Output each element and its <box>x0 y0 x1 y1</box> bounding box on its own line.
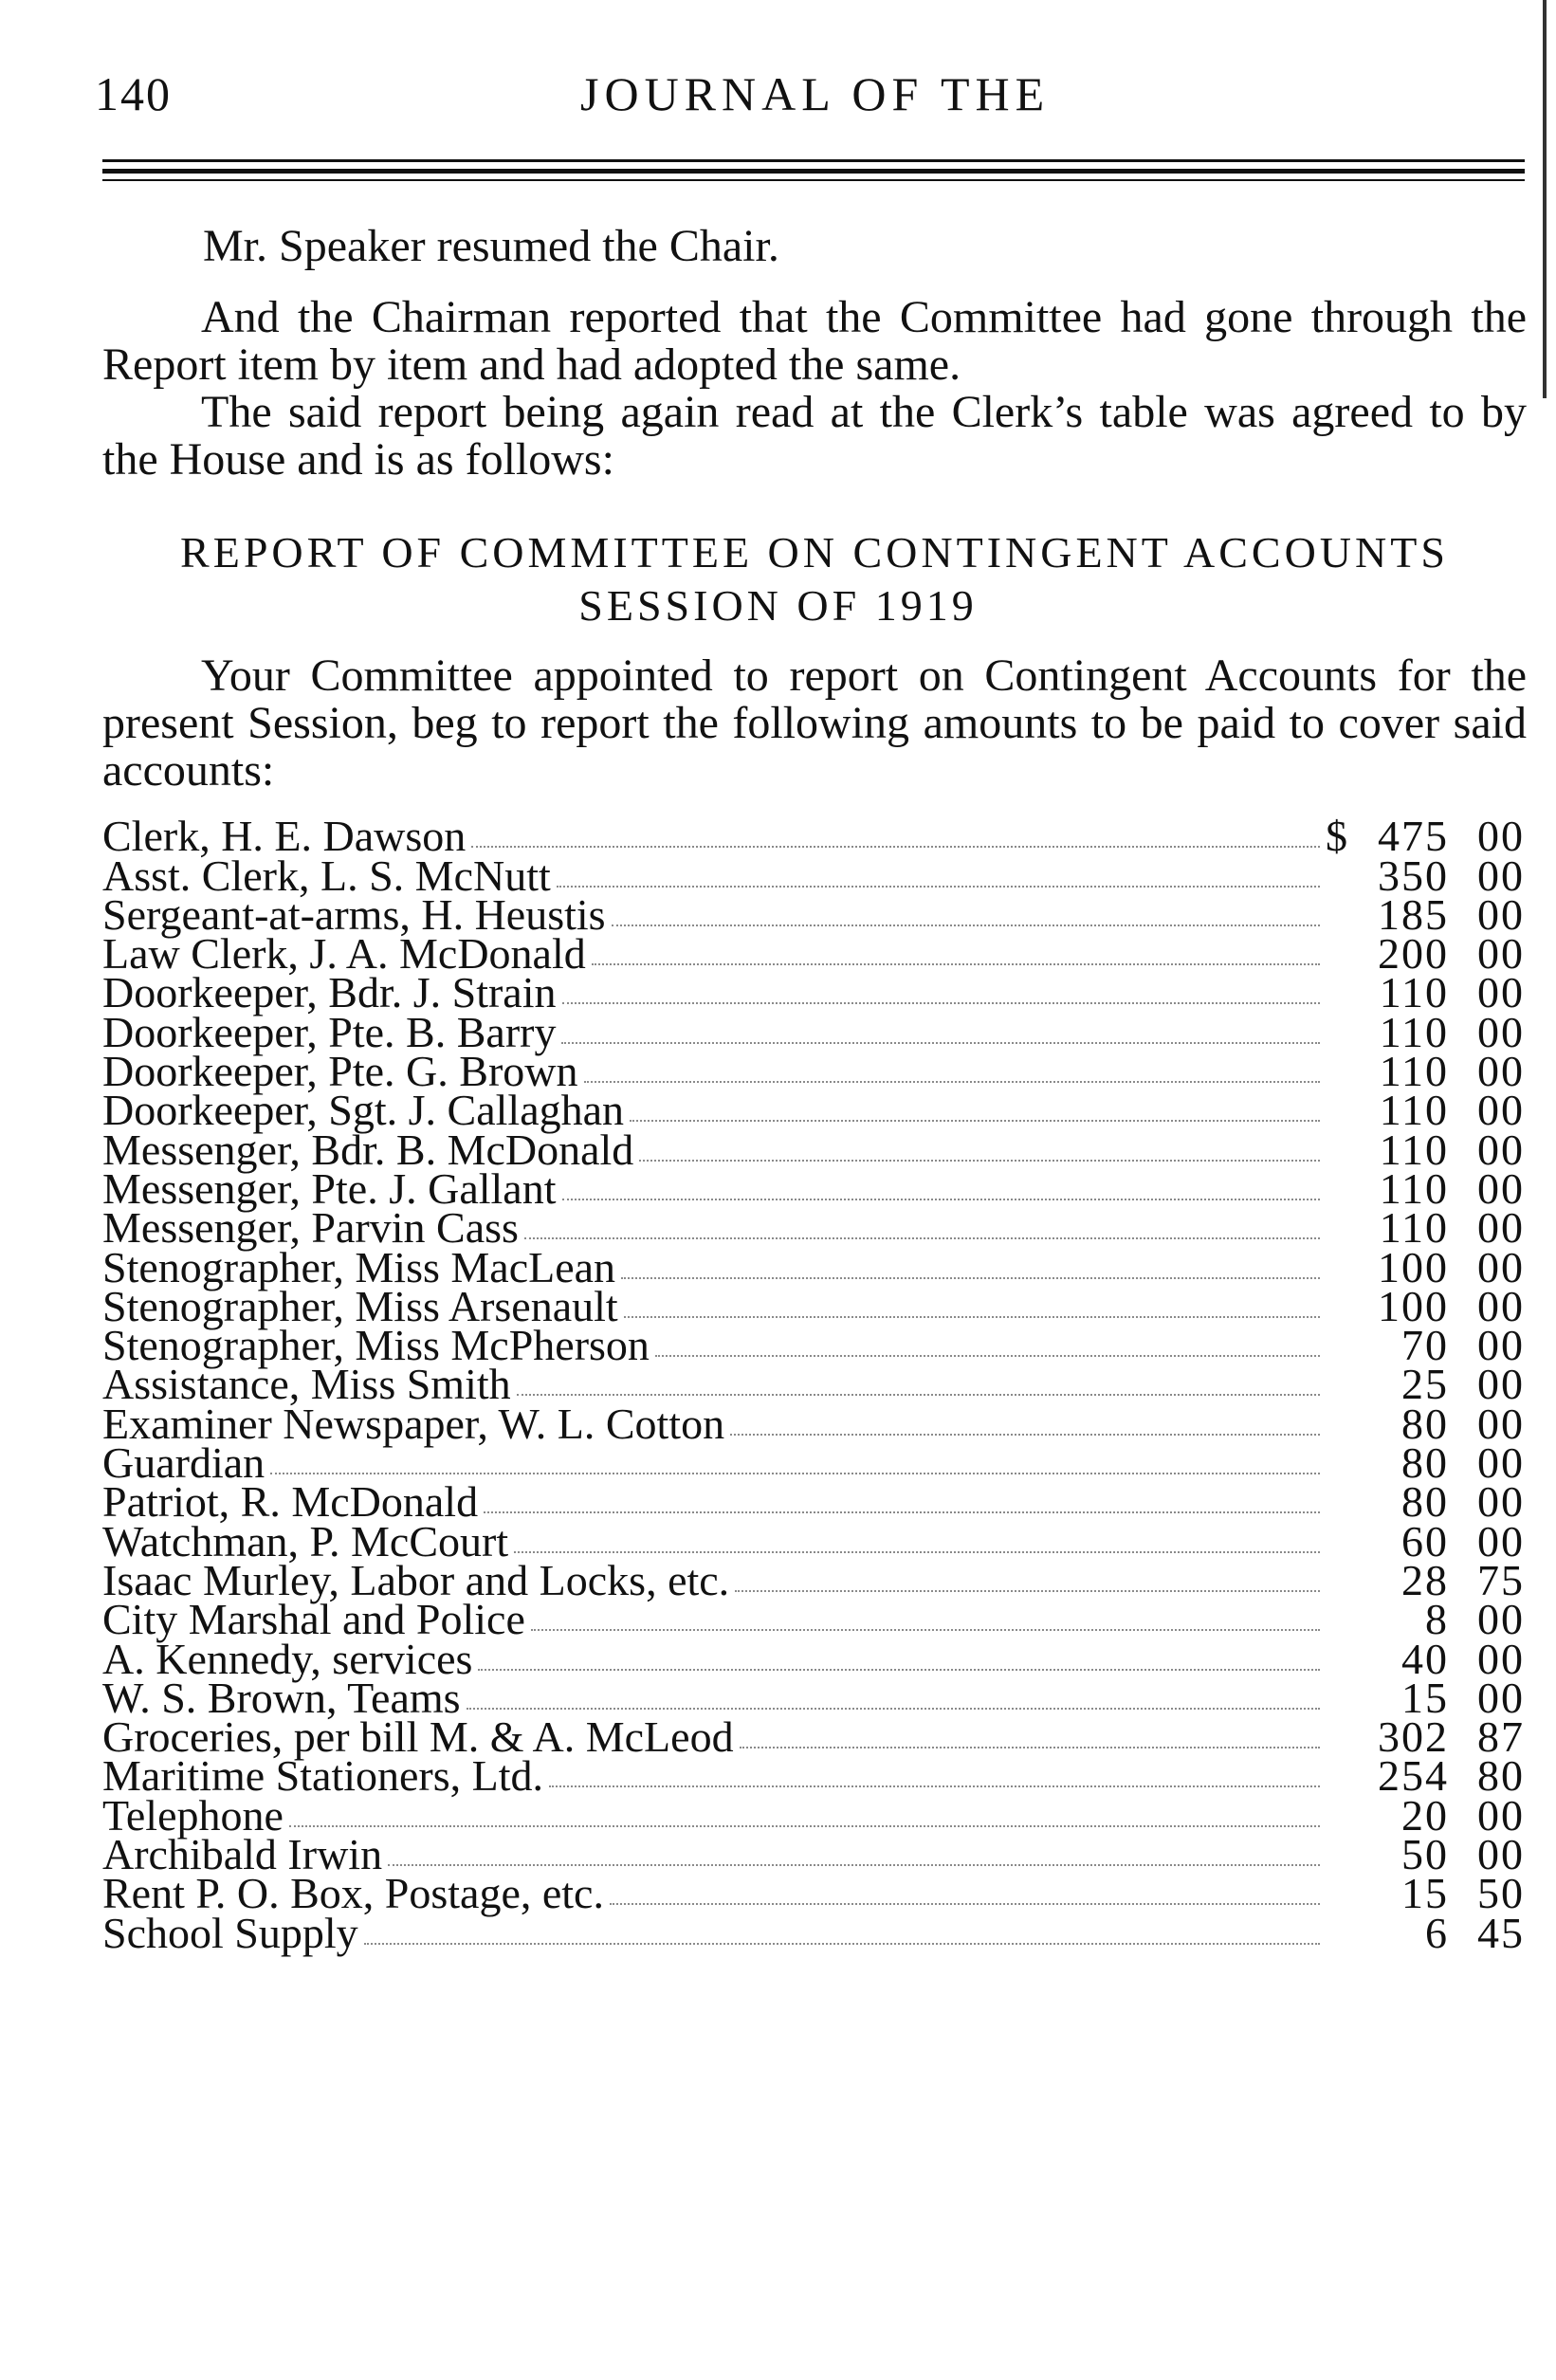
ledger-row <box>102 1321 1525 1370</box>
chairman-report-text: And the Chairman reported that the Committee had gone through the Report item by item and had adopted the same. <box>102 292 1527 390</box>
header-rule-middle <box>102 169 1525 174</box>
ledger-dollars: 6 <box>1425 1908 1449 1957</box>
dot-leader <box>289 1824 1320 1827</box>
ledger-row <box>102 1830 1525 1879</box>
ledger-dollars: 60 <box>1401 1516 1449 1565</box>
dot-leader <box>655 1354 1320 1357</box>
ledger-cents: 00 <box>1477 1242 1525 1291</box>
dot-leader <box>610 1902 1320 1905</box>
ledger-dollars: 254 <box>1378 1751 1449 1801</box>
ledger-row <box>102 1477 1525 1527</box>
ledger-dollars: 28 <box>1401 1555 1449 1604</box>
dot-leader <box>562 1001 1320 1004</box>
dot-leader <box>561 1041 1320 1044</box>
ledger-row <box>102 1908 1525 1957</box>
ledger-cents: 00 <box>1477 1125 1525 1174</box>
ledger-item-label: Groceries, per bill M. & A. McLeod <box>102 1712 734 1762</box>
ledger-item-label: Law Clerk, J. A. McDonald <box>102 929 586 979</box>
dot-leader <box>517 1393 1320 1396</box>
ledger-cents: 00 <box>1477 1086 1525 1135</box>
ledger-dollars: 80 <box>1401 1438 1449 1488</box>
ledger-row <box>102 1086 1525 1135</box>
speaker-resumed-paragraph: Mr. Speaker resumed the Chair. <box>203 221 779 271</box>
ledger-row <box>102 1203 1525 1253</box>
dot-leader <box>471 845 1320 848</box>
ledger-item-label: Watchman, P. McCourt <box>102 1516 509 1565</box>
ledger-dollars: 110 <box>1379 1203 1449 1253</box>
ledger-dollars: 110 <box>1379 1125 1449 1174</box>
ledger-row <box>102 1712 1525 1762</box>
ledger-cents: 00 <box>1477 1203 1525 1253</box>
ledger-row <box>102 929 1525 979</box>
accounts-ledger <box>102 812 1525 1957</box>
ledger-item-label: A. Kennedy, services <box>102 1634 473 1683</box>
dot-leader <box>624 1315 1320 1318</box>
ledger-row <box>102 1281 1525 1330</box>
ledger-row <box>102 1125 1525 1174</box>
ledger-dollars: 50 <box>1401 1830 1449 1879</box>
report-agreed-paragraph <box>102 389 1527 484</box>
dot-leader <box>514 1550 1320 1553</box>
ledger-row <box>102 1595 1525 1644</box>
ledger-dollars: 100 <box>1378 1242 1449 1291</box>
ledger-item-label: Stenographer, Miss Arsenault <box>102 1281 618 1330</box>
ledger-item-label: Doorkeeper, Pte. G. Brown <box>102 1047 578 1096</box>
committee-intro-paragraph <box>102 652 1527 795</box>
ledger-cents: 00 <box>1477 1047 1525 1096</box>
committee-intro-text: Your Committee appointed to report on Contingent Accounts for the present Session, beg to report the following amounts to be paid to cover said accounts: <box>102 650 1527 796</box>
ledger-row <box>102 1438 1525 1488</box>
running-head: JOURNAL OF THE <box>580 67 1051 120</box>
ledger-cents: 00 <box>1477 812 1525 861</box>
ledger-cents: 00 <box>1477 1790 1525 1840</box>
ledger-item-label: City Marshal and Police <box>102 1595 525 1644</box>
ledger-cents: 00 <box>1477 1673 1525 1722</box>
ledger-item-label: Examiner Newspaper, W. L. Cotton <box>102 1399 725 1448</box>
ledger-dollars: 80 <box>1401 1477 1449 1527</box>
ledger-row <box>102 1163 1525 1213</box>
ledger-dollars: 200 <box>1378 929 1449 979</box>
ledger-dollars: 25 <box>1401 1360 1449 1409</box>
ledger-cents: 00 <box>1477 1360 1525 1409</box>
ledger-cents: 75 <box>1477 1555 1525 1604</box>
ledger-cents: 00 <box>1477 1163 1525 1213</box>
ledger-row <box>102 889 1525 939</box>
ledger-dollars: 110 <box>1379 968 1449 1017</box>
ledger-row <box>102 1790 1525 1840</box>
ledger-dollars: 20 <box>1401 1790 1449 1840</box>
ledger-item-label: Guardian <box>102 1438 265 1488</box>
ledger-item-label: Maritime Stationers, Ltd. <box>102 1751 544 1801</box>
ledger-cents: 00 <box>1477 1830 1525 1879</box>
ledger-cents: 00 <box>1477 929 1525 979</box>
ledger-cents: 00 <box>1477 1477 1525 1527</box>
ledger-row <box>102 1360 1525 1409</box>
ledger-item-label: Stenographer, Miss McPherson <box>102 1321 650 1370</box>
ledger-row <box>102 1673 1525 1722</box>
ledger-item-label: W. S. Brown, Teams <box>102 1673 461 1722</box>
ledger-cents: 00 <box>1477 968 1525 1017</box>
ledger-item-label: Stenographer, Miss MacLean <box>102 1242 616 1291</box>
ledger-dollars: 110 <box>1379 1163 1449 1213</box>
ledger-cents: 00 <box>1477 1281 1525 1330</box>
ledger-row <box>102 1047 1525 1096</box>
ledger-dollars: 110 <box>1379 1007 1449 1056</box>
dot-leader <box>557 885 1320 888</box>
dot-leader <box>270 1472 1320 1474</box>
ledger-dollars: 70 <box>1401 1321 1449 1370</box>
scan-edge-mark <box>1543 0 1547 398</box>
ledger-row <box>102 1242 1525 1291</box>
ledger-item-label: Doorkeeper, Sgt. J. Callaghan <box>102 1086 625 1135</box>
ledger-cents: 80 <box>1477 1751 1525 1801</box>
ledger-dollars: 110 <box>1379 1047 1449 1096</box>
page-header <box>0 66 1556 133</box>
ledger-row <box>102 1634 1525 1683</box>
dot-leader <box>562 1198 1320 1200</box>
ledger-item-label: Telephone <box>102 1790 284 1840</box>
ledger-item-label: Messenger, Parvin Cass <box>102 1203 519 1253</box>
ledger-item-label: Isaac Murley, Labor and Locks, etc. <box>102 1555 730 1604</box>
ledger-row <box>102 1751 1525 1801</box>
ledger-row <box>102 1516 1525 1565</box>
ledger-dollars: 8 <box>1425 1595 1449 1644</box>
currency-symbol: $ <box>1326 812 1347 861</box>
ledger-row <box>102 1007 1525 1056</box>
dot-leader <box>364 1942 1320 1945</box>
dot-leader <box>735 1589 1320 1592</box>
ledger-cents: 50 <box>1477 1869 1525 1918</box>
ledger-cents: 45 <box>1477 1908 1525 1957</box>
dot-leader <box>478 1668 1320 1671</box>
ledger-item-label: Clerk, H. E. Dawson <box>102 812 467 861</box>
ledger-dollars: 15 <box>1401 1673 1449 1722</box>
dot-leader <box>549 1785 1320 1787</box>
ledger-item-label: Messenger, Pte. J. Gallant <box>102 1163 557 1213</box>
ledger-item-label: Patriot, R. McDonald <box>102 1477 479 1527</box>
ledger-cents: 00 <box>1477 1438 1525 1488</box>
ledger-row <box>102 1555 1525 1604</box>
chairman-report-paragraph <box>102 294 1527 389</box>
ledger-item-label: Assistance, Miss Smith <box>102 1360 511 1409</box>
ledger-cents: 00 <box>1477 1321 1525 1370</box>
ledger-dollars: 15 <box>1401 1869 1449 1918</box>
ledger-item-label: Archibald Irwin <box>102 1830 383 1879</box>
ledger-cents: 00 <box>1477 851 1525 900</box>
dot-leader <box>467 1707 1320 1710</box>
report-heading: REPORT OF COMMITTEE ON CONTINGENT ACCOUNTS <box>180 528 1449 577</box>
ledger-item-label: Doorkeeper, Bdr. J. Strain <box>102 968 557 1017</box>
ledger-cents: 00 <box>1477 1399 1525 1448</box>
ledger-dollars: 100 <box>1378 1281 1449 1330</box>
ledger-row <box>102 968 1525 1017</box>
dot-leader <box>531 1628 1320 1631</box>
ledger-item-label: Asst. Clerk, L. S. McNutt <box>102 851 551 900</box>
ledger-item-label: Sergeant-at-arms, H. Heustis <box>102 889 606 939</box>
ledger-row <box>102 1869 1525 1918</box>
ledger-cents: 00 <box>1477 1007 1525 1056</box>
report-agreed-text: The said report being again read at the Clerk’s table was agreed to by the House and is as follows: <box>102 387 1527 485</box>
dot-leader <box>388 1863 1320 1866</box>
ledger-dollars: 40 <box>1401 1634 1449 1683</box>
report-session-heading: SESSION OF 1919 <box>578 581 978 630</box>
ledger-row <box>102 851 1525 900</box>
ledger-dollars: 302 <box>1378 1712 1449 1762</box>
dot-leader <box>621 1276 1320 1279</box>
ledger-cents: 00 <box>1477 1595 1525 1644</box>
ledger-row <box>102 1399 1525 1448</box>
dot-leader <box>584 1080 1321 1083</box>
dot-leader <box>484 1510 1320 1513</box>
ledger-cents: 00 <box>1477 1516 1525 1565</box>
ledger-dollars: 110 <box>1379 1086 1449 1135</box>
dot-leader <box>730 1433 1320 1436</box>
ledger-dollars: 350 <box>1378 851 1449 900</box>
header-rule-bottom <box>102 179 1525 181</box>
dot-leader <box>612 924 1320 926</box>
header-rule-top <box>102 159 1525 162</box>
ledger-row <box>102 812 1525 861</box>
dot-leader <box>592 962 1320 965</box>
ledger-dollars: 475 <box>1378 812 1449 861</box>
ledger-item-label: Doorkeeper, Pte. B. Barry <box>102 1007 557 1056</box>
dot-leader <box>740 1746 1320 1748</box>
dot-leader <box>630 1119 1320 1122</box>
ledger-dollars: 80 <box>1401 1399 1449 1448</box>
ledger-dollars: 185 <box>1378 889 1449 939</box>
dot-leader <box>639 1159 1320 1162</box>
ledger-cents: 87 <box>1477 1712 1525 1762</box>
ledger-item-label: School Supply <box>102 1908 358 1957</box>
ledger-item-label: Rent P. O. Box, Postage, etc. <box>102 1869 604 1918</box>
ledger-cents: 00 <box>1477 1634 1525 1683</box>
page-number: 140 <box>95 67 172 120</box>
ledger-cents: 00 <box>1477 889 1525 939</box>
dot-leader <box>524 1236 1320 1239</box>
ledger-item-label: Messenger, Bdr. B. McDonald <box>102 1125 634 1174</box>
